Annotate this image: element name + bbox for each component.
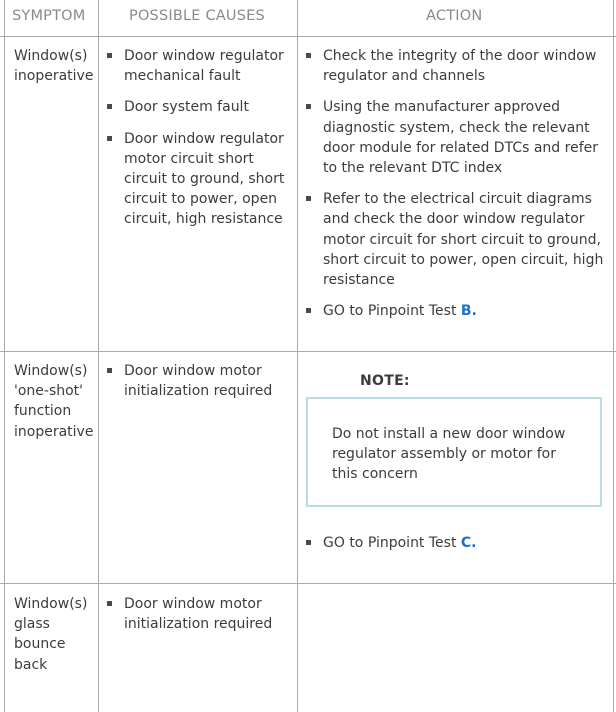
note-text: Do not install a new door window regulator assembly or motor for this concern [332, 426, 566, 483]
goto-text: GO to Pinpoint Test [323, 303, 457, 320]
pinpoint-test-c-link[interactable]: C. [460, 535, 477, 551]
row2-symptom: Window(s) 'one-shot' function inoperative [14, 363, 94, 440]
row-divider-1 [0, 351, 616, 352]
row2-causes [107, 361, 293, 412]
header-symptom: SYMPTOM [12, 8, 86, 24]
row3-causes [107, 594, 293, 645]
list-item: Door window motor initialization required [107, 594, 293, 634]
row-divider-2 [0, 583, 616, 584]
row1-symptom: Window(s) inoperative [14, 48, 94, 85]
row1-actions [306, 46, 606, 332]
header-action: ACTION [426, 8, 483, 24]
row2-actions [306, 533, 606, 564]
list-item: Door window regulator motor circuit short circuit to ground, short circuit to power, open circuit, high resistance [107, 129, 293, 230]
list-item: Door window regulator mechanical fault [107, 46, 293, 86]
column-divider-2 [297, 0, 298, 712]
pinpoint-test-b-link[interactable]: B. [460, 303, 477, 320]
header-divider [0, 36, 616, 37]
list-item [306, 533, 606, 553]
list-item: Refer to the electrical circuit diagrams and check the door window regulator motor circuit for short circuit to ground, short circuit to power, open circuit, high resistance [306, 189, 606, 290]
column-divider-1 [98, 0, 99, 712]
list-item: Door window motor initialization required [107, 361, 293, 401]
note-box [306, 397, 602, 507]
table-border-right [613, 0, 614, 712]
goto-text: GO to Pinpoint Test [323, 535, 457, 551]
table-border-left [4, 0, 5, 712]
list-item [306, 301, 606, 321]
list-item: Door system fault [107, 97, 293, 117]
header-possible-causes: POSSIBLE CAUSES [129, 8, 265, 24]
list-item: Check the integrity of the door window regulator and channels [306, 46, 606, 86]
row1-causes [107, 46, 293, 241]
row3-symptom: Window(s) glass bounce back [14, 596, 88, 673]
list-item: Using the manufacturer approved diagnostic system, check the relevant door module for related DTCs and refer to the relevant DTC index [306, 97, 606, 178]
note-label: NOTE: [360, 373, 410, 389]
